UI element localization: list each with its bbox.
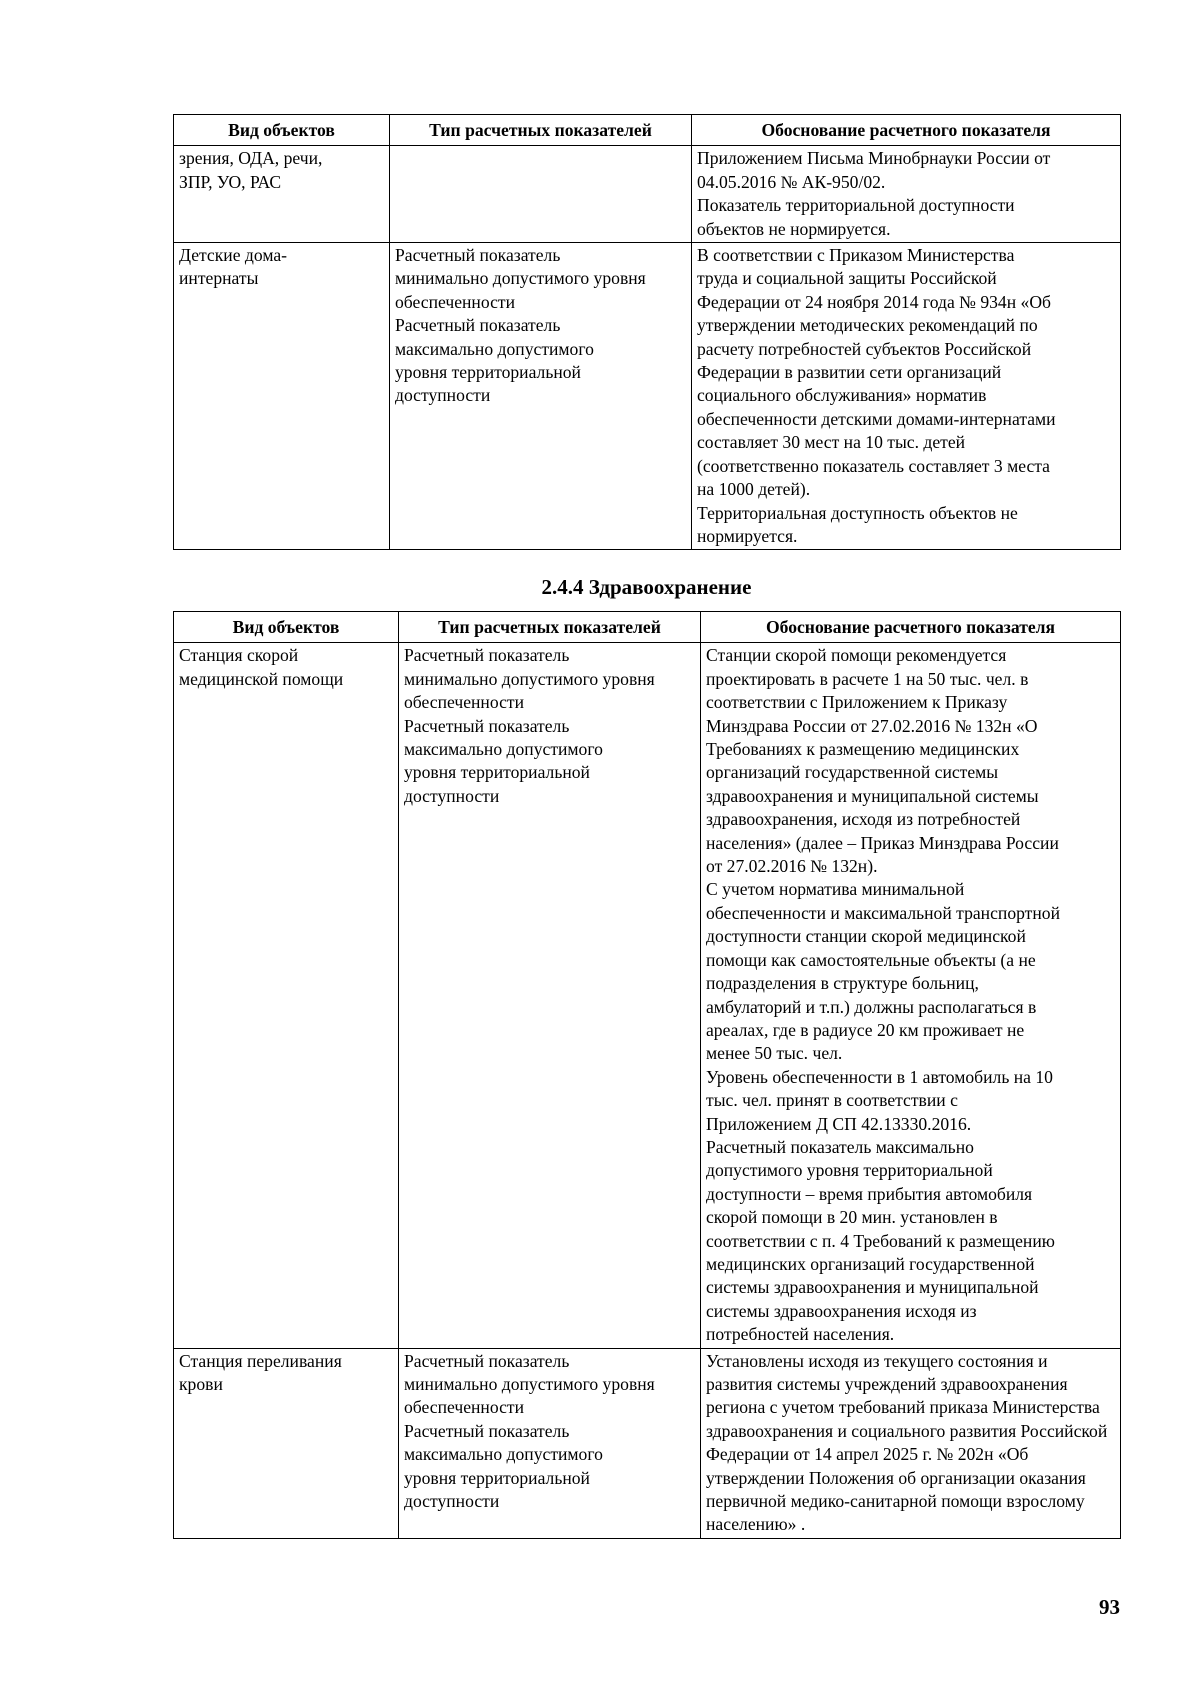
column-header-indicator-basis: Обоснование расчетного показателя	[701, 612, 1121, 643]
cell-indicator-basis: В соответствии с Приказом Министерства труда и социальной защиты Российской Федерации от 24 ноября 2014 года № 934н «Об утверждении методических рекомендаций по расчету потребностей субъектов Российской Федерации в развитии сети организаций социального обслуживания» норматив обеспеченности детскими домами-интернатами составляет 30 мест на 10 тыс. детей (соответственно показатель составляет 3 места на 1000 детей). Территориальная доступность объектов не нормируется.	[692, 243, 1121, 550]
table-social-objects	[173, 114, 1121, 550]
cell-indicator-basis: Станции скорой помощи рекомендуется проектировать в расчете 1 на 50 тыс. чел. в соответствии с Приложением к Приказу Минздрава России от 27.02.2016 № 132н «О Требованиях к размещению медицинских организаций государственной системы здравоохранения и муниципальной системы здравоохранения, исходя из потребностей населения» (далее – Приказ Минздрава России от 27.02.2016 № 132н). С учетом норматива минимальной обеспеченности и максимальной транспортной доступности станции скорой медицинской помощи как самостоятельные объекты (а не подразделения в структуре больниц, амбулаторий и т.п.) должны располагаться в ареалах, где в радиусе 20 км проживает не менее 50 тыс. чел. Уровень обеспеченности в 1 автомобиль на 10 тыс. чел. принят в соответствии с Приложением Д СП 42.13330.2016. Расчетный показатель максимально допустимого уровня территориальной доступности – время прибытия автомобиля скорой помощи в 20 мин. установлен в соответствии с п. 4 Требований к размещению медицинских организаций государственной системы здравоохранения и муниципальной системы здравоохранения исходя из потребностей населения.	[701, 643, 1121, 1348]
table-header-row	[174, 612, 1121, 643]
cell-indicator-basis: Установлены исходя из текущего состояния и развития системы учреждений здравоохранения региона с учетом требований приказа Министерства здравоохранения и социального развития Российской Федерации от 14 апрел 2025 г. № 202н «Об утверждении Положения об организации оказания первичной медико-санитарной помощи взрослому населению» .	[701, 1348, 1121, 1538]
cell-indicator-basis: Приложением Письма Минобрнауки России от 04.05.2016 № АК-950/02. Показатель территориальной доступности объектов не нормируется.	[692, 146, 1121, 243]
column-header-indicator-type: Тип расчетных показателей	[390, 115, 692, 146]
column-header-indicator-type: Тип расчетных показателей	[399, 612, 701, 643]
page-number: 93	[1099, 1595, 1120, 1619]
column-header-object-type: Вид объектов	[174, 612, 399, 643]
cell-indicator-type: Расчетный показатель минимально допустимого уровня обеспеченности Расчетный показатель максимально допустимого уровня территориальной доступности	[390, 243, 692, 550]
table-row	[174, 1348, 1121, 1538]
cell-object: зрения, ОДА, речи, ЗПР, УО, РАС	[174, 146, 390, 243]
cell-object: Станция скорой медицинской помощи	[174, 643, 399, 1348]
column-header-object-type: Вид объектов	[174, 115, 390, 146]
cell-indicator-type: Расчетный показатель минимально допустимого уровня обеспеченности Расчетный показатель максимально допустимого уровня территориальной доступности	[399, 1348, 701, 1538]
table-row	[174, 146, 1121, 243]
cell-object: Станция переливания крови	[174, 1348, 399, 1538]
column-header-indicator-basis: Обоснование расчетного показателя	[692, 115, 1121, 146]
table-row	[174, 243, 1121, 550]
section-heading: 2.4.4 Здравоохранение	[541, 575, 752, 599]
cell-object: Детские дома- интернаты	[174, 243, 390, 550]
table-healthcare-objects	[173, 611, 1121, 1539]
table-row	[174, 643, 1121, 1348]
table-header-row	[174, 115, 1121, 146]
cell-indicator-type	[390, 146, 692, 243]
cell-indicator-type: Расчетный показатель минимально допустимого уровня обеспеченности Расчетный показатель максимально допустимого уровня территориальной доступности	[399, 643, 701, 1348]
